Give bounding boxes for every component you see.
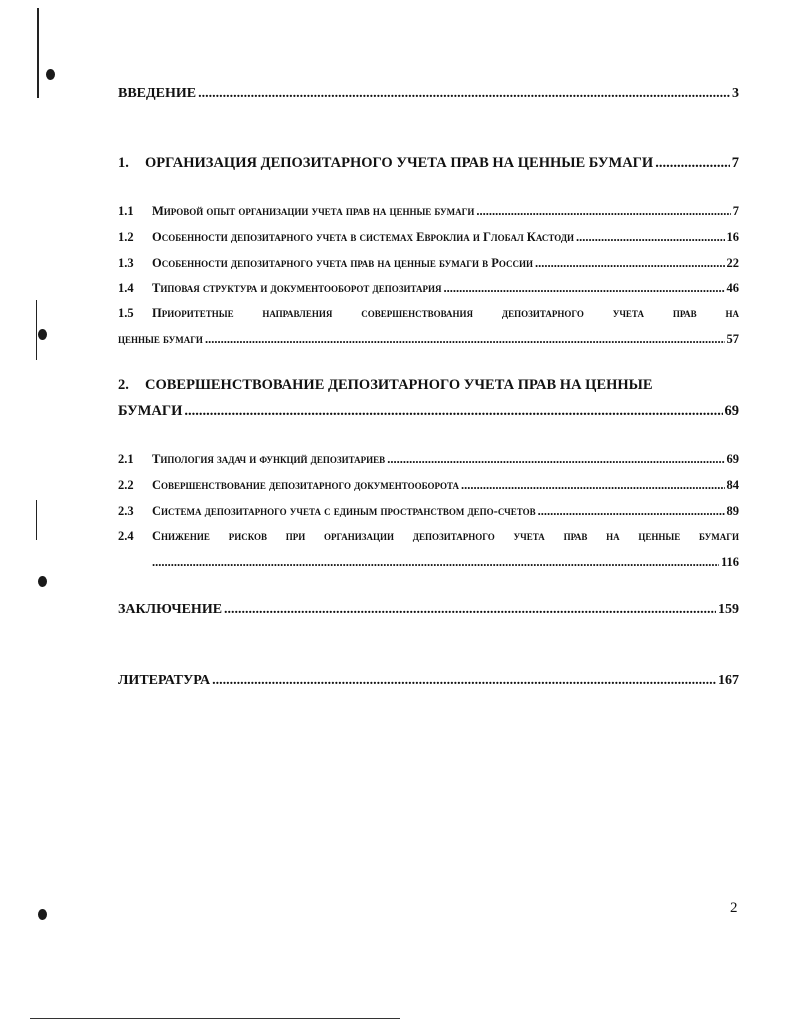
section-number: 1.2 bbox=[118, 230, 134, 244]
scan-edge-line bbox=[36, 300, 37, 360]
toc-entry-section-2-3[interactable] bbox=[118, 504, 739, 519]
dot-leader bbox=[387, 452, 724, 467]
toc-entry-page: 69 bbox=[726, 452, 739, 466]
toc-entry-page: 7 bbox=[732, 204, 739, 218]
toc-entry-literature[interactable] bbox=[118, 673, 739, 689]
page-number: 2 bbox=[730, 900, 738, 916]
toc-entry-label: ВВЕДЕНИЕ bbox=[118, 86, 197, 101]
section-number: 1.3 bbox=[118, 256, 134, 270]
toc-entry-chapter-2[interactable] bbox=[118, 377, 739, 394]
dot-leader bbox=[198, 86, 730, 102]
toc-entry-page: 116 bbox=[720, 555, 739, 569]
dot-leader bbox=[461, 478, 724, 493]
toc-entry-page: 46 bbox=[726, 281, 739, 295]
toc-entry-label: Совершенствование депозитарного документооборота bbox=[152, 478, 460, 492]
toc-entry-page: 69 bbox=[724, 403, 739, 419]
toc-entry-section-2-4[interactable] bbox=[118, 529, 739, 544]
toc-entry-page: 57 bbox=[726, 332, 739, 346]
toc-entry-page: 84 bbox=[726, 478, 739, 492]
dot-leader bbox=[224, 602, 716, 618]
dot-leader bbox=[212, 673, 716, 689]
chapter-number: 1. bbox=[118, 155, 129, 171]
toc-entry-section-1-5[interactable] bbox=[118, 306, 739, 321]
section-number: 2.1 bbox=[118, 452, 134, 466]
toc-entry-chapter-2-cont[interactable] bbox=[118, 403, 739, 420]
toc-entry-label: ЛИТЕРАТУРА bbox=[118, 673, 211, 688]
toc-entry-label-line-1: Снижение рисков при организации депозитарного учета прав на ценные бумаги bbox=[152, 529, 739, 543]
toc-entry-page: 159 bbox=[718, 602, 739, 617]
section-number: 2.2 bbox=[118, 478, 134, 492]
toc-entry-section-1-5-cont[interactable] bbox=[118, 332, 739, 347]
toc-entry-section-2-2[interactable] bbox=[118, 478, 739, 493]
toc-entry-label: Система депозитарного учета с единым пространством депо-счетов bbox=[152, 504, 536, 518]
toc-entry-label-line-2: ценные бумаги bbox=[118, 332, 203, 346]
dot-leader bbox=[444, 281, 725, 296]
scan-bottom-line bbox=[30, 1018, 400, 1019]
chapter-number: 2. bbox=[118, 377, 129, 393]
dot-leader bbox=[184, 403, 722, 420]
dot-leader bbox=[476, 204, 730, 219]
punch-hole bbox=[38, 909, 47, 920]
dot-leader bbox=[152, 555, 719, 570]
toc-entry-section-1-3[interactable] bbox=[118, 256, 739, 271]
toc-entry-label: Особенности депозитарного учета прав на ценные бумаги в России bbox=[152, 256, 533, 270]
punch-hole bbox=[46, 69, 55, 80]
dot-leader bbox=[205, 332, 725, 347]
toc-entry-label: ОРГАНИЗАЦИЯ ДЕПОЗИТАРНОГО УЧЕТА ПРАВ НА ЦЕННЫЕ БУМАГИ bbox=[145, 155, 654, 171]
toc-entry-section-1-4[interactable] bbox=[118, 281, 739, 296]
section-number: 1.4 bbox=[118, 281, 134, 295]
section-number: 2.4 bbox=[118, 529, 134, 543]
section-number: 2.3 bbox=[118, 504, 134, 518]
toc-entry-page: 89 bbox=[726, 504, 739, 518]
toc-entry-section-1-2[interactable] bbox=[118, 230, 739, 245]
toc-entry-label: Типовая структура и документооборот депозитария bbox=[152, 281, 442, 295]
toc-entry-section-2-4-cont[interactable] bbox=[152, 555, 739, 570]
dot-leader bbox=[535, 256, 725, 271]
toc-entry-page: 16 bbox=[726, 230, 739, 244]
toc-entry-section-2-1[interactable] bbox=[118, 452, 739, 467]
toc-entry-intro[interactable] bbox=[118, 86, 739, 102]
toc-entry-page: 3 bbox=[732, 86, 739, 101]
scan-edge-line bbox=[37, 8, 39, 98]
section-number: 1.1 bbox=[118, 204, 134, 218]
dot-leader bbox=[655, 155, 730, 172]
toc-entry-label: Особенности депозитарного учета в системах Евроклиа и Глобал Кастоди bbox=[152, 230, 575, 244]
toc-entry-page: 167 bbox=[718, 673, 739, 688]
dot-leader bbox=[576, 230, 724, 245]
toc-entry-label: Мировой опыт организации учета прав на ценные бумаги bbox=[152, 204, 475, 218]
punch-hole bbox=[38, 329, 47, 340]
toc-entry-label-line-1: Приоритетные направления совершенствования депозитарного учета прав на bbox=[152, 306, 739, 320]
toc-entry-page: 7 bbox=[731, 155, 739, 171]
toc-entry-label-line-2: БУМАГИ bbox=[118, 403, 183, 419]
section-number: 1.5 bbox=[118, 306, 134, 320]
toc-entry-conclusion[interactable] bbox=[118, 602, 739, 618]
toc-entry-label: Типология задач и функций депозитариев bbox=[152, 452, 386, 466]
toc-entry-section-1-1[interactable] bbox=[118, 204, 739, 219]
toc-entry-chapter-1[interactable] bbox=[118, 155, 739, 172]
scan-edge-line bbox=[36, 500, 37, 540]
dot-leader bbox=[538, 504, 725, 519]
toc-entry-page: 22 bbox=[726, 256, 739, 270]
punch-hole bbox=[38, 576, 47, 587]
toc-entry-label-line-1: СОВЕРШЕНСТВОВАНИЕ ДЕПОЗИТАРНОГО УЧЕТА ПРАВ НА ЦЕННЫЕ bbox=[145, 377, 653, 393]
toc-entry-label: ЗАКЛЮЧЕНИЕ bbox=[118, 602, 223, 617]
